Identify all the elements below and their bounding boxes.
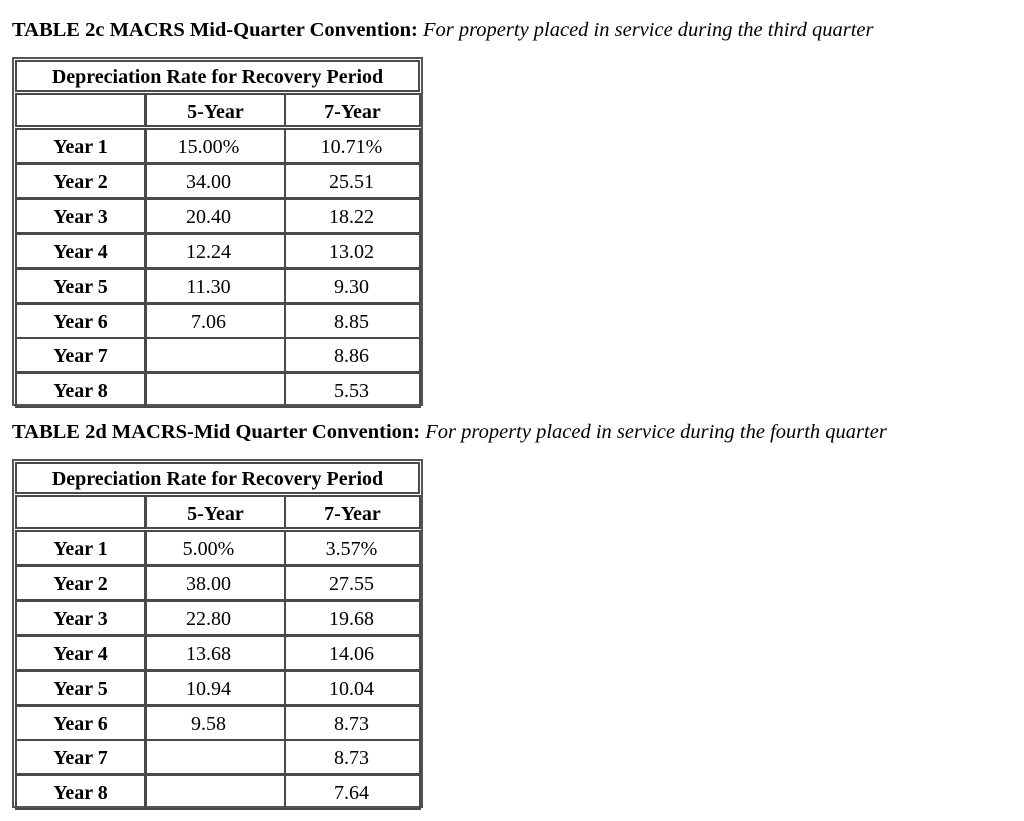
seven-year-rate: 25.51 [284,163,421,199]
row-label: Year 7 [15,337,146,373]
five-year-rate: 12.24 [145,233,286,269]
five-year-rate [145,739,286,775]
five-year-rate: 13.68 [145,635,286,671]
seven-year-rate: 9.30 [284,268,421,304]
table-2c-title: TABLE 2c MACRS Mid-Quarter Convention: [12,19,418,41]
row-label: Year 2 [15,163,146,199]
row-label: Year 8 [15,372,146,408]
row-label: Year 4 [15,635,146,671]
five-year-rate: 38.00 [145,565,286,601]
seven-year-rate: 8.85 [284,303,421,339]
table-2c-description: For property placed in service during the third quarter [422,19,874,41]
row-label: Year 8 [15,774,146,810]
row-label: Year 6 [15,303,146,339]
seven-year-rate: 27.55 [284,565,421,601]
column-header: 7-Year [284,495,421,529]
row-label: Year 4 [15,233,146,269]
five-year-rate [145,774,286,810]
seven-year-rate: 18.22 [284,198,421,234]
five-year-rate [145,337,286,373]
row-label: Year 6 [15,705,146,741]
seven-year-rate: 13.02 [284,233,421,269]
table-2d-title: TABLE 2d MACRS-Mid Quarter Convention: [12,421,421,443]
five-year-rate: 11.30 [145,268,286,304]
row-label: Year 7 [15,739,146,775]
five-year-rate: 5.00% [145,530,286,566]
seven-year-rate: 3.57% [284,530,421,566]
corner-cell [15,93,146,127]
five-year-rate: 10.94 [145,670,286,706]
row-label: Year 3 [15,600,146,636]
table-2c [12,57,423,406]
column-header: 5-Year [145,495,286,529]
row-label: Year 5 [15,670,146,706]
row-label: Year 2 [15,565,146,601]
five-year-rate: 7.06 [145,303,286,339]
seven-year-rate: 19.68 [284,600,421,636]
corner-cell [15,495,146,529]
table-2d-caption [12,420,887,444]
seven-year-rate: 7.64 [284,774,421,810]
five-year-rate: 20.40 [145,198,286,234]
five-year-rate: 22.80 [145,600,286,636]
table-2d-description: For property placed in service during the fourth quarter [425,421,887,443]
seven-year-rate: 14.06 [284,635,421,671]
table-header: Depreciation Rate for Recovery Period [15,60,420,92]
seven-year-rate: 8.86 [284,337,421,373]
five-year-rate: 34.00 [145,163,286,199]
row-label: Year 5 [15,268,146,304]
seven-year-rate: 10.04 [284,670,421,706]
seven-year-rate: 10.71% [284,128,421,164]
table-header: Depreciation Rate for Recovery Period [15,462,420,494]
five-year-rate: 9.58 [145,705,286,741]
seven-year-rate: 5.53 [284,372,421,408]
column-header: 7-Year [284,93,421,127]
seven-year-rate: 8.73 [284,739,421,775]
five-year-rate: 15.00% [145,128,286,164]
table-2c-caption [12,18,874,42]
column-header: 5-Year [145,93,286,127]
five-year-rate [145,372,286,408]
table-2d [12,459,423,808]
row-label: Year 1 [15,128,146,164]
seven-year-rate: 8.73 [284,705,421,741]
row-label: Year 1 [15,530,146,566]
row-label: Year 3 [15,198,146,234]
